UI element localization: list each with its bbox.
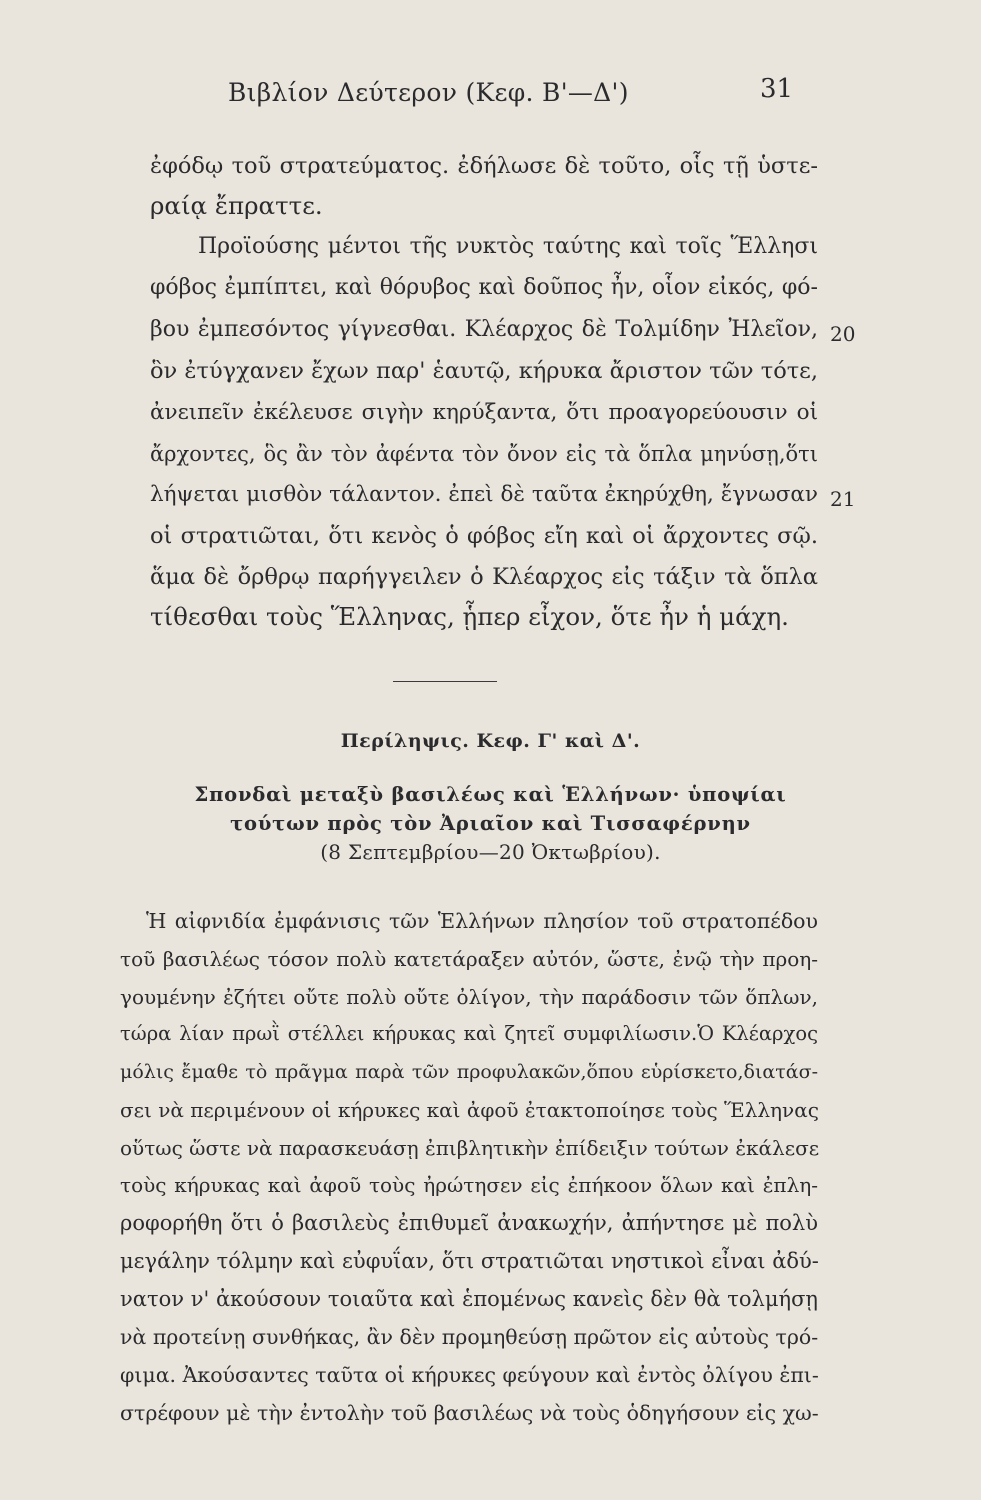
summary-line: Ἡ αἰφνιδία ἐμφάνισις τῶν Ἑλλήνων πλησίον τοῦ στρατοπέδου bbox=[146, 909, 818, 933]
section-number: 21 bbox=[830, 487, 856, 511]
summary-line: νὰ προτείνῃ συνθήκας, ἂν δὲν προμηθεύσῃ πρῶτον εἰς αὐτοὺς τρό- bbox=[120, 1325, 819, 1349]
section-number: 20 bbox=[830, 322, 856, 346]
summary-line: μεγάλην τόλμην καὶ εὐφυΐαν, ὅτι στρατιῶται νηστικοὶ εἶναι ἀδύ- bbox=[120, 1249, 819, 1273]
passage-line: βου ἐμπεσόντος γίγνεσθαι. Κλέαρχος δὲ Τολμίδην Ἠλεῖον, bbox=[150, 317, 818, 342]
summary-line: σει νὰ περιμένουν οἱ κήρυκες καὶ ἀφοῦ ἐτακτοποίησε τοὺς Ἕλληνας bbox=[120, 1098, 819, 1122]
passage-line: ραίᾳ ἔπραττε. bbox=[150, 191, 323, 220]
passage-line: οἱ στρατιῶται, ὅτι κενὸς ὁ φόβος εἴη καὶ οἱ ἄρχοντες σῷ. bbox=[150, 523, 818, 549]
summary-line: φιμα. Ἀκούσαντες ταῦτα οἱ κήρυκες φεύγουν καὶ ἐντὸς ὀλίγου ἐπι- bbox=[120, 1363, 819, 1387]
summary-line: μόλις ἔμαθε τὸ πρᾶγμα παρὰ τῶν προφυλακῶν,ὅπου εὑρίσκετο,διατάσ- bbox=[120, 1061, 818, 1083]
page-number: 31 bbox=[760, 74, 794, 104]
summary-heading: Περίληψις. Κεφ. Γ' καὶ Δ'. bbox=[340, 730, 641, 752]
running-title: Βιβλίον Δεύτερον (Κεφ. Β'—Δ') bbox=[228, 78, 629, 107]
summary-dates: (8 Σεπτεμβρίου—20 Ὀκτωβρίου). bbox=[320, 840, 661, 864]
passage-line: Προϊούσης μέντοι τῆς νυκτὸς ταύτης καὶ τοῖς Ἕλλησι bbox=[198, 234, 818, 259]
passage-line: τίθεσθαι τοὺς Ἕλληνας, ᾗπερ εἶχον, ὅτε ἦν ἡ μάχη. bbox=[150, 602, 789, 631]
summary-line: τώρα λίαν πρωῒ στέλλει κήρυκας καὶ ζητεῖ συμφιλίωσιν.Ὁ Κλέαρχος bbox=[120, 1022, 818, 1045]
summary-line: νατον ν' ἀκούσουν τοιαῦτα καὶ ἑπομένως κανεὶς δὲν θὰ τολμήσῃ bbox=[120, 1287, 818, 1311]
passage-line: φόβος ἐμπίπτει, καὶ θόρυβος καὶ δοῦπος ἦν, οἷον εἰκός, φό- bbox=[150, 275, 818, 300]
section-divider bbox=[393, 681, 497, 682]
summary-subtitle: Σπονδαὶ μεταξὺ βασιλέως καὶ Ἑλλήνων· ὑποψίαι bbox=[194, 783, 787, 806]
summary-line: τοῦ βασιλέως τόσον πολὺ κατετάραξεν αὐτόν, ὥστε, ἐνῷ τὴν προη- bbox=[120, 947, 818, 971]
running-head bbox=[0, 74, 981, 118]
passage-line: ἀνειπεῖν ἐκέλευσε σιγὴν κηρύξαντα, ὅτι προαγορεύουσιν οἱ bbox=[150, 400, 818, 425]
passage-line: ἄρχοντες, ὃς ἂν τὸν ἀφέντα τὸν ὄνον εἰς τὰ ὅπλα μηνύσῃ,ὅτι bbox=[150, 442, 818, 466]
passage-line: ἐφόδῳ τοῦ στρατεύματος. ἐδήλωσε δὲ τοῦτο, οἷς τῇ ὑστε- bbox=[150, 153, 818, 179]
summary-line: ροφορήθη ὅτι ὁ βασιλεὺς ἐπιθυμεῖ ἀνακωχήν, ἀπήντησε μὲ πολὺ bbox=[120, 1211, 818, 1235]
passage-line: ὃν ἐτύγχανεν ἔχων παρ' ἑαυτῷ, κήρυκα ἄριστον τῶν τότε, bbox=[150, 358, 818, 384]
summary-line: τοὺς κήρυκας καὶ ἀφοῦ τοὺς ἠρώτησεν εἰς ἐπήκοον ὅλων καὶ ἐπλη- bbox=[120, 1173, 818, 1197]
summary-subtitle: τούτων πρὸς τὸν Ἀριαῖον καὶ Τισσαφέρνην bbox=[230, 812, 751, 835]
summary-line: στρέφουν μὲ τὴν ἐντολὴν τοῦ βασιλέως νὰ τοὺς ὁδηγήσουν εἰς χω- bbox=[120, 1401, 819, 1425]
passage-line: λήψεται μισθὸν τάλαντον. ἐπεὶ δὲ ταῦτα ἐκηρύχθη, ἔγνωσαν bbox=[150, 482, 818, 507]
summary-line: οὕτως ὥστε νὰ παρασκευάσῃ ἐπιβλητικὴν ἐπίδειξιν τούτων ἐκάλεσε bbox=[120, 1136, 820, 1160]
passage-line: ἅμα δὲ ὄρθρῳ παρήγγειλεν ὁ Κλέαρχος εἰς τάξιν τὰ ὅπλα bbox=[150, 564, 818, 590]
summary-line: γουμένην ἐζήτει οὔτε πολὺ οὔτε ὀλίγον, τὴν παράδοσιν τῶν ὅπλων, bbox=[120, 985, 818, 1009]
